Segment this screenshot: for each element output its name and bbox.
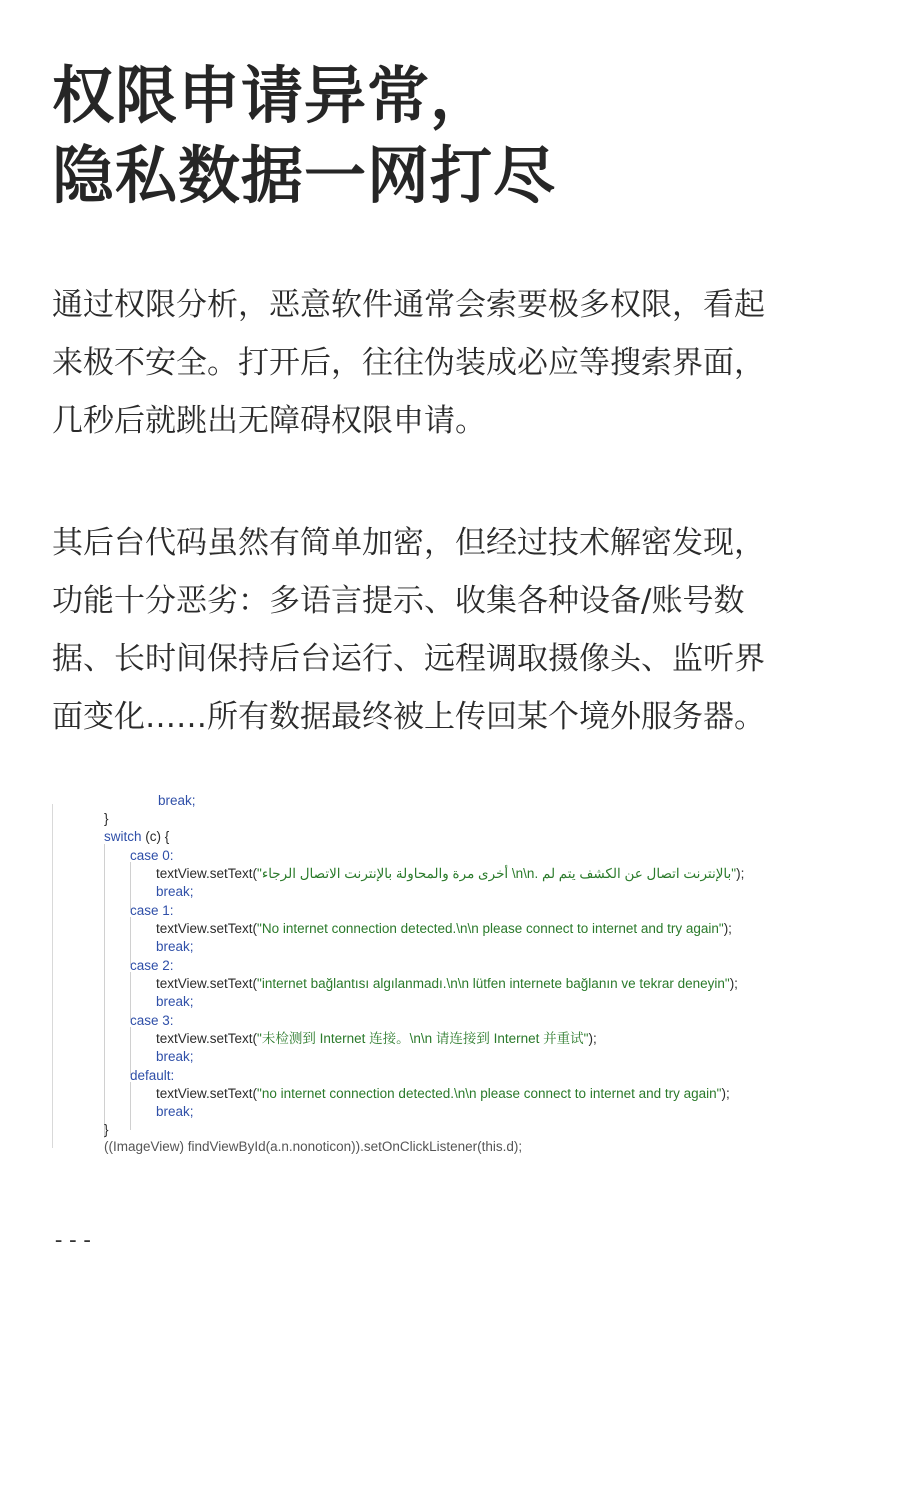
code-line-settext-2 <box>156 975 738 993</box>
title-line-1: 权限申请异常， <box>52 59 494 132</box>
settext-call: textView.setText( <box>156 1086 258 1101</box>
code-line-break: break; <box>156 939 194 954</box>
settext-end: ); <box>729 976 738 991</box>
code-line-break: break; <box>156 994 194 1009</box>
settext-end: ); <box>736 866 745 881</box>
settext-end: ); <box>588 1031 597 1046</box>
paragraph-line: 来极不安全。打开后，往往伪装成必应等搜索界面， <box>52 345 765 381</box>
paragraph-line: 面变化……所有数据最终被上传回某个境外服务器。 <box>52 699 765 735</box>
paragraph-line: 功能十分恶劣：多语言提示、收集各种设备/账号数 <box>52 583 745 619</box>
code-gutter-line <box>52 804 53 1148</box>
code-line-break: break; <box>156 884 194 899</box>
string-turkish: "internet bağlantısı algılanmadı.\n\n lütfen internete bağlanın ve tekrar deneyin" <box>257 976 730 991</box>
code-line-case-2: case 2: <box>130 958 174 973</box>
indent-guide <box>130 1082 131 1130</box>
code-screenshot <box>52 793 848 1154</box>
paragraph-line: 据、长时间保持后台运行、远程调取摄像头、监听界 <box>52 641 765 677</box>
code-line-switch <box>104 828 169 846</box>
section-divider: --- <box>52 1228 95 1253</box>
paragraph-permission-analysis <box>52 276 848 450</box>
string-arabic: "أخرى مرة والمحاولة بالإنترنت الاتصال الرجاء \n\n. بالإنترنت اتصال عن الكشف يتم لم" <box>257 866 737 881</box>
settext-end: ); <box>721 1086 730 1101</box>
title-line-2: 隐私数据一网打尽 <box>52 139 557 212</box>
code-line-settext-default <box>156 1085 730 1103</box>
keyword-switch: switch <box>104 829 142 844</box>
paragraph-line: 通过权限分析，恶意软件通常会索要极多权限，看起 <box>52 287 765 323</box>
code-line-settext-3 <box>156 1030 597 1048</box>
string-english: "No internet connection detected.\n\n please connect to internet and try again" <box>257 921 724 936</box>
code-line-brace: } <box>104 811 109 826</box>
settext-call: textView.setText( <box>156 976 258 991</box>
code-line-case-3: case 3: <box>130 1013 174 1028</box>
code-line-default: default: <box>130 1068 175 1083</box>
settext-call: textView.setText( <box>156 866 258 881</box>
indent-guide <box>104 844 105 1138</box>
string-chinese: "未检测到 Internet 连接。\n\n 请连接到 Internet 并重试" <box>257 1031 589 1046</box>
code-line-settext-0 <box>156 865 744 883</box>
settext-call: textView.setText( <box>156 921 258 936</box>
code-line-case-0: case 0: <box>130 848 174 863</box>
code-line-break: break; <box>156 1104 194 1119</box>
switch-expression: (c) { <box>141 829 170 844</box>
paragraph-code-findings <box>52 514 848 746</box>
code-line-settext-1 <box>156 920 732 938</box>
code-line-brace: } <box>104 1122 109 1137</box>
paragraph-line: 几秒后就跳出无障碍权限申请。 <box>52 403 486 439</box>
code-line-break: break; <box>156 1049 194 1064</box>
settext-call: textView.setText( <box>156 1031 258 1046</box>
article-title <box>52 56 848 216</box>
string-english-default: "no internet connection detected.\n\n please connect to internet and try again" <box>257 1086 722 1101</box>
code-line-case-1: case 1: <box>130 903 174 918</box>
code-line-cut: ((ImageView) findViewById(a.n.nonoticon)).setOnClickListener(this.d); <box>104 1139 523 1154</box>
code-line-cut: break; <box>158 793 196 808</box>
paragraph-line: 其后台代码虽然有简单加密，但经过技术解密发现， <box>52 525 765 561</box>
settext-end: ); <box>723 921 732 936</box>
